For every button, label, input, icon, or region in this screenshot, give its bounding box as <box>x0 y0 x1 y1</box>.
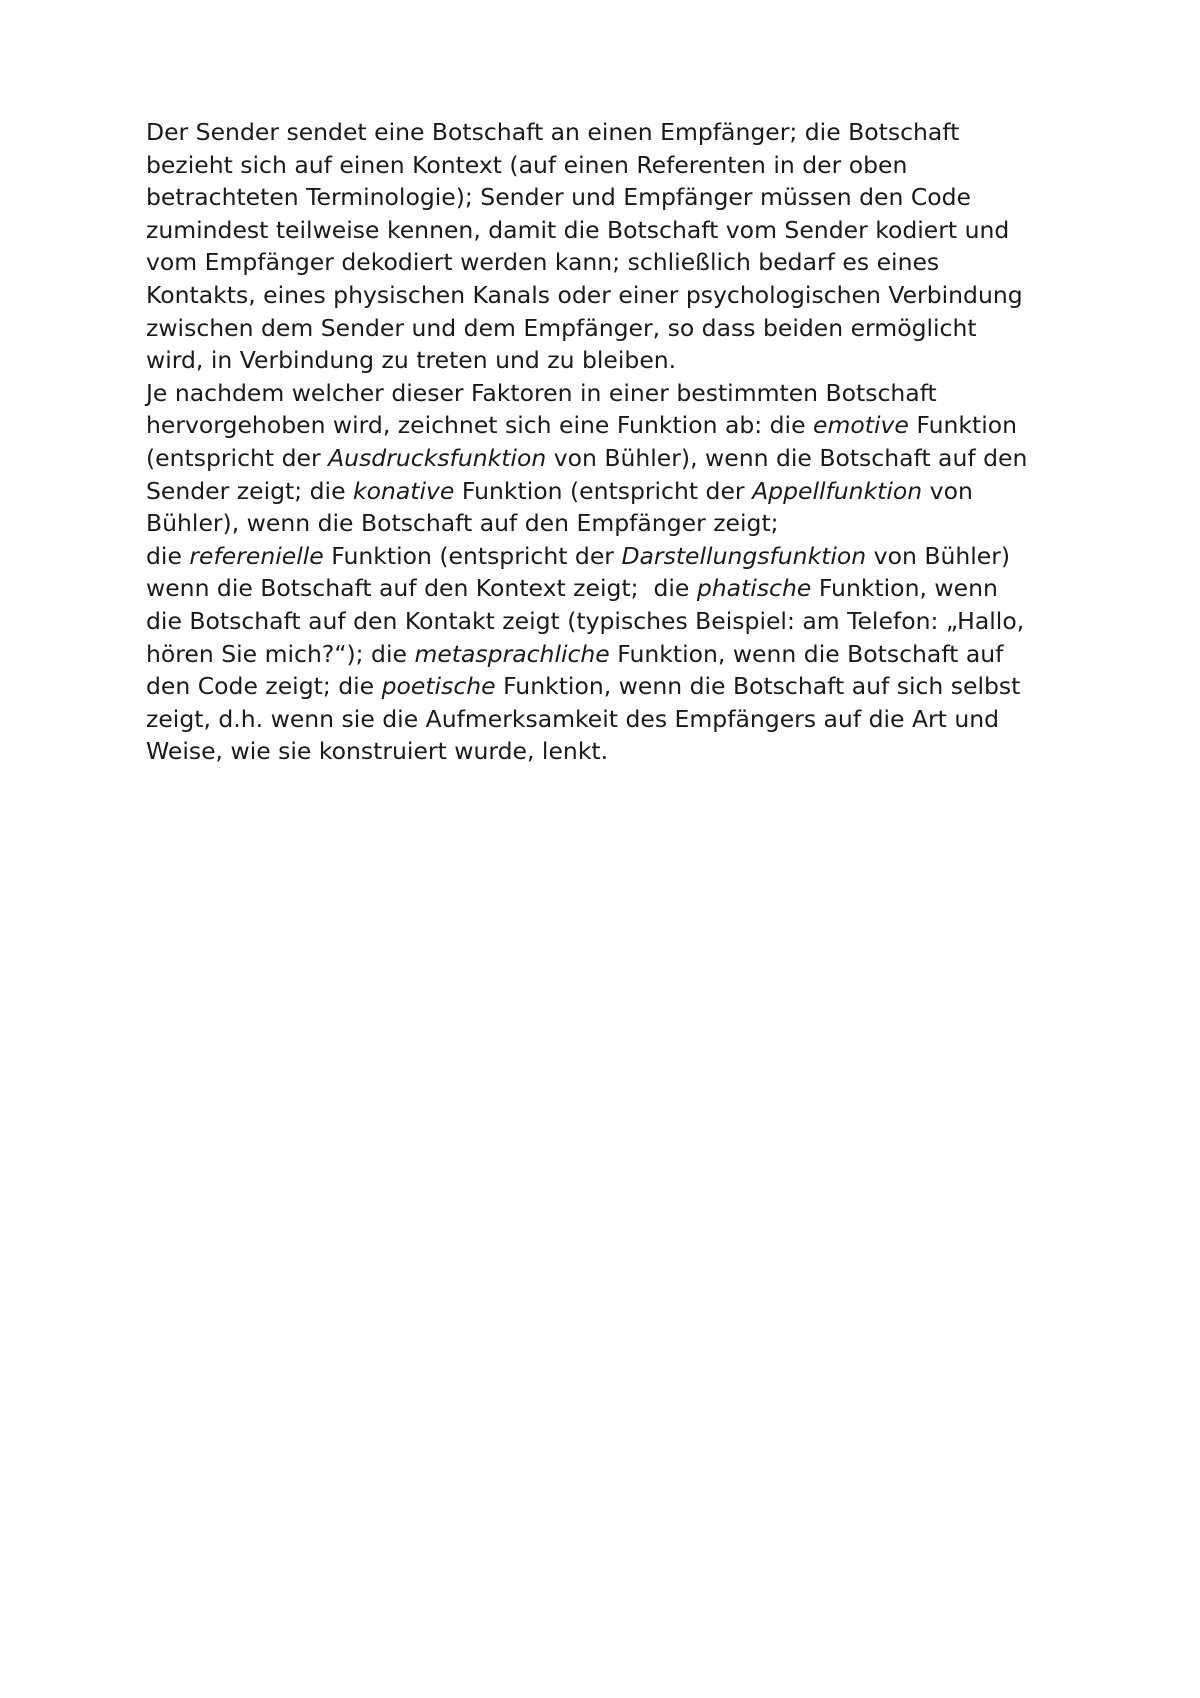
text-line <box>146 246 1076 279</box>
text-run: (entspricht der <box>146 443 329 472</box>
text-run: Je nachdem welcher dieser Faktoren in einer bestimmten Botschaft <box>146 378 937 407</box>
text-run: hervorgehoben wird, zeichnet sich eine Funktion ab: die <box>146 411 814 440</box>
text-line <box>146 344 1076 377</box>
text-run: Der Sender sendet eine Botschaft an einen Empfänger; die Botschaft <box>146 118 960 146</box>
text-line <box>146 605 1076 638</box>
text-run: die <box>146 541 190 570</box>
text-line <box>146 670 1076 703</box>
text-line <box>146 735 1076 768</box>
italic-term: poetische <box>381 672 496 701</box>
text-run: Funktion <box>908 411 1017 440</box>
text-line <box>146 572 1076 605</box>
text-line <box>146 638 1076 671</box>
text-run: den Code zeigt; die <box>146 672 382 701</box>
text-line <box>146 149 1076 182</box>
body-text <box>146 116 1076 768</box>
text-line <box>146 312 1076 345</box>
italic-term: metasprachliche <box>414 639 610 668</box>
text-run: bezieht sich auf einen Kontext (auf einen Referenten in der oben <box>146 150 908 179</box>
text-run: zwischen dem Sender und dem Empfänger, so dass beiden ermöglicht <box>146 313 977 342</box>
text-line <box>146 214 1076 247</box>
italic-term: Darstellungsfunktion <box>621 541 867 570</box>
text-run: hören Sie mich?“); die <box>146 639 415 668</box>
text-run: vom Empfänger dekodiert werden kann; schließlich bedarf es eines <box>146 248 940 277</box>
text-run: die Botschaft auf den Kontakt zeigt (typisches Beispiel: am Telefon: „Hallo, <box>146 606 1025 635</box>
text-run: von <box>922 476 973 505</box>
text-run: Funktion, wenn die Botschaft auf sich selbst <box>495 672 1021 701</box>
text-run: Funktion, wenn die Botschaft auf <box>609 639 1004 668</box>
text-run: wenn die Botschaft auf den Kontext zeigt; die <box>146 574 697 603</box>
italic-term: Appellfunktion <box>752 476 923 505</box>
italic-term: emotive <box>813 411 909 440</box>
text-run: Weise, wie sie konstruiert wurde, lenkt. <box>146 737 609 766</box>
italic-term: Ausdrucksfunktion <box>328 443 547 472</box>
text-line <box>146 475 1076 508</box>
text-run: zeigt, d.h. wenn sie die Aufmerksamkeit des Empfängers auf die Art und <box>146 704 1000 733</box>
text-line <box>146 116 1076 149</box>
text-run: Funktion (entspricht der <box>323 541 622 570</box>
text-line <box>146 507 1076 540</box>
text-line <box>146 442 1076 475</box>
text-run: betrachteten Terminologie); Sender und Empfänger müssen den Code <box>146 183 971 212</box>
text-run: von Bühler) <box>866 541 1011 570</box>
text-run: wird, in Verbindung zu treten und zu bleiben. <box>146 346 677 375</box>
text-run: Sender zeigt; die <box>146 476 353 505</box>
text-run: Funktion, wenn <box>811 574 998 603</box>
text-run: zumindest teilweise kennen, damit die Botschaft vom Sender kodiert und <box>146 215 1010 244</box>
italic-term: phatische <box>696 574 812 603</box>
text-run: Funktion (entspricht der <box>454 476 753 505</box>
text-line <box>146 377 1076 410</box>
text-run: Kontakts, eines physischen Kanals oder einer psychologischen Verbindung <box>146 280 1023 309</box>
text-line <box>146 409 1076 442</box>
text-run: von Bühler), wenn die Botschaft auf den <box>546 443 1028 472</box>
text-run: Bühler), wenn die Botschaft auf den Empfänger zeigt; <box>146 509 779 538</box>
italic-term: konative <box>353 476 455 505</box>
text-line <box>146 279 1076 312</box>
text-line <box>146 540 1076 573</box>
italic-term: referenielle <box>189 541 324 570</box>
text-line <box>146 703 1076 736</box>
text-line <box>146 181 1076 214</box>
